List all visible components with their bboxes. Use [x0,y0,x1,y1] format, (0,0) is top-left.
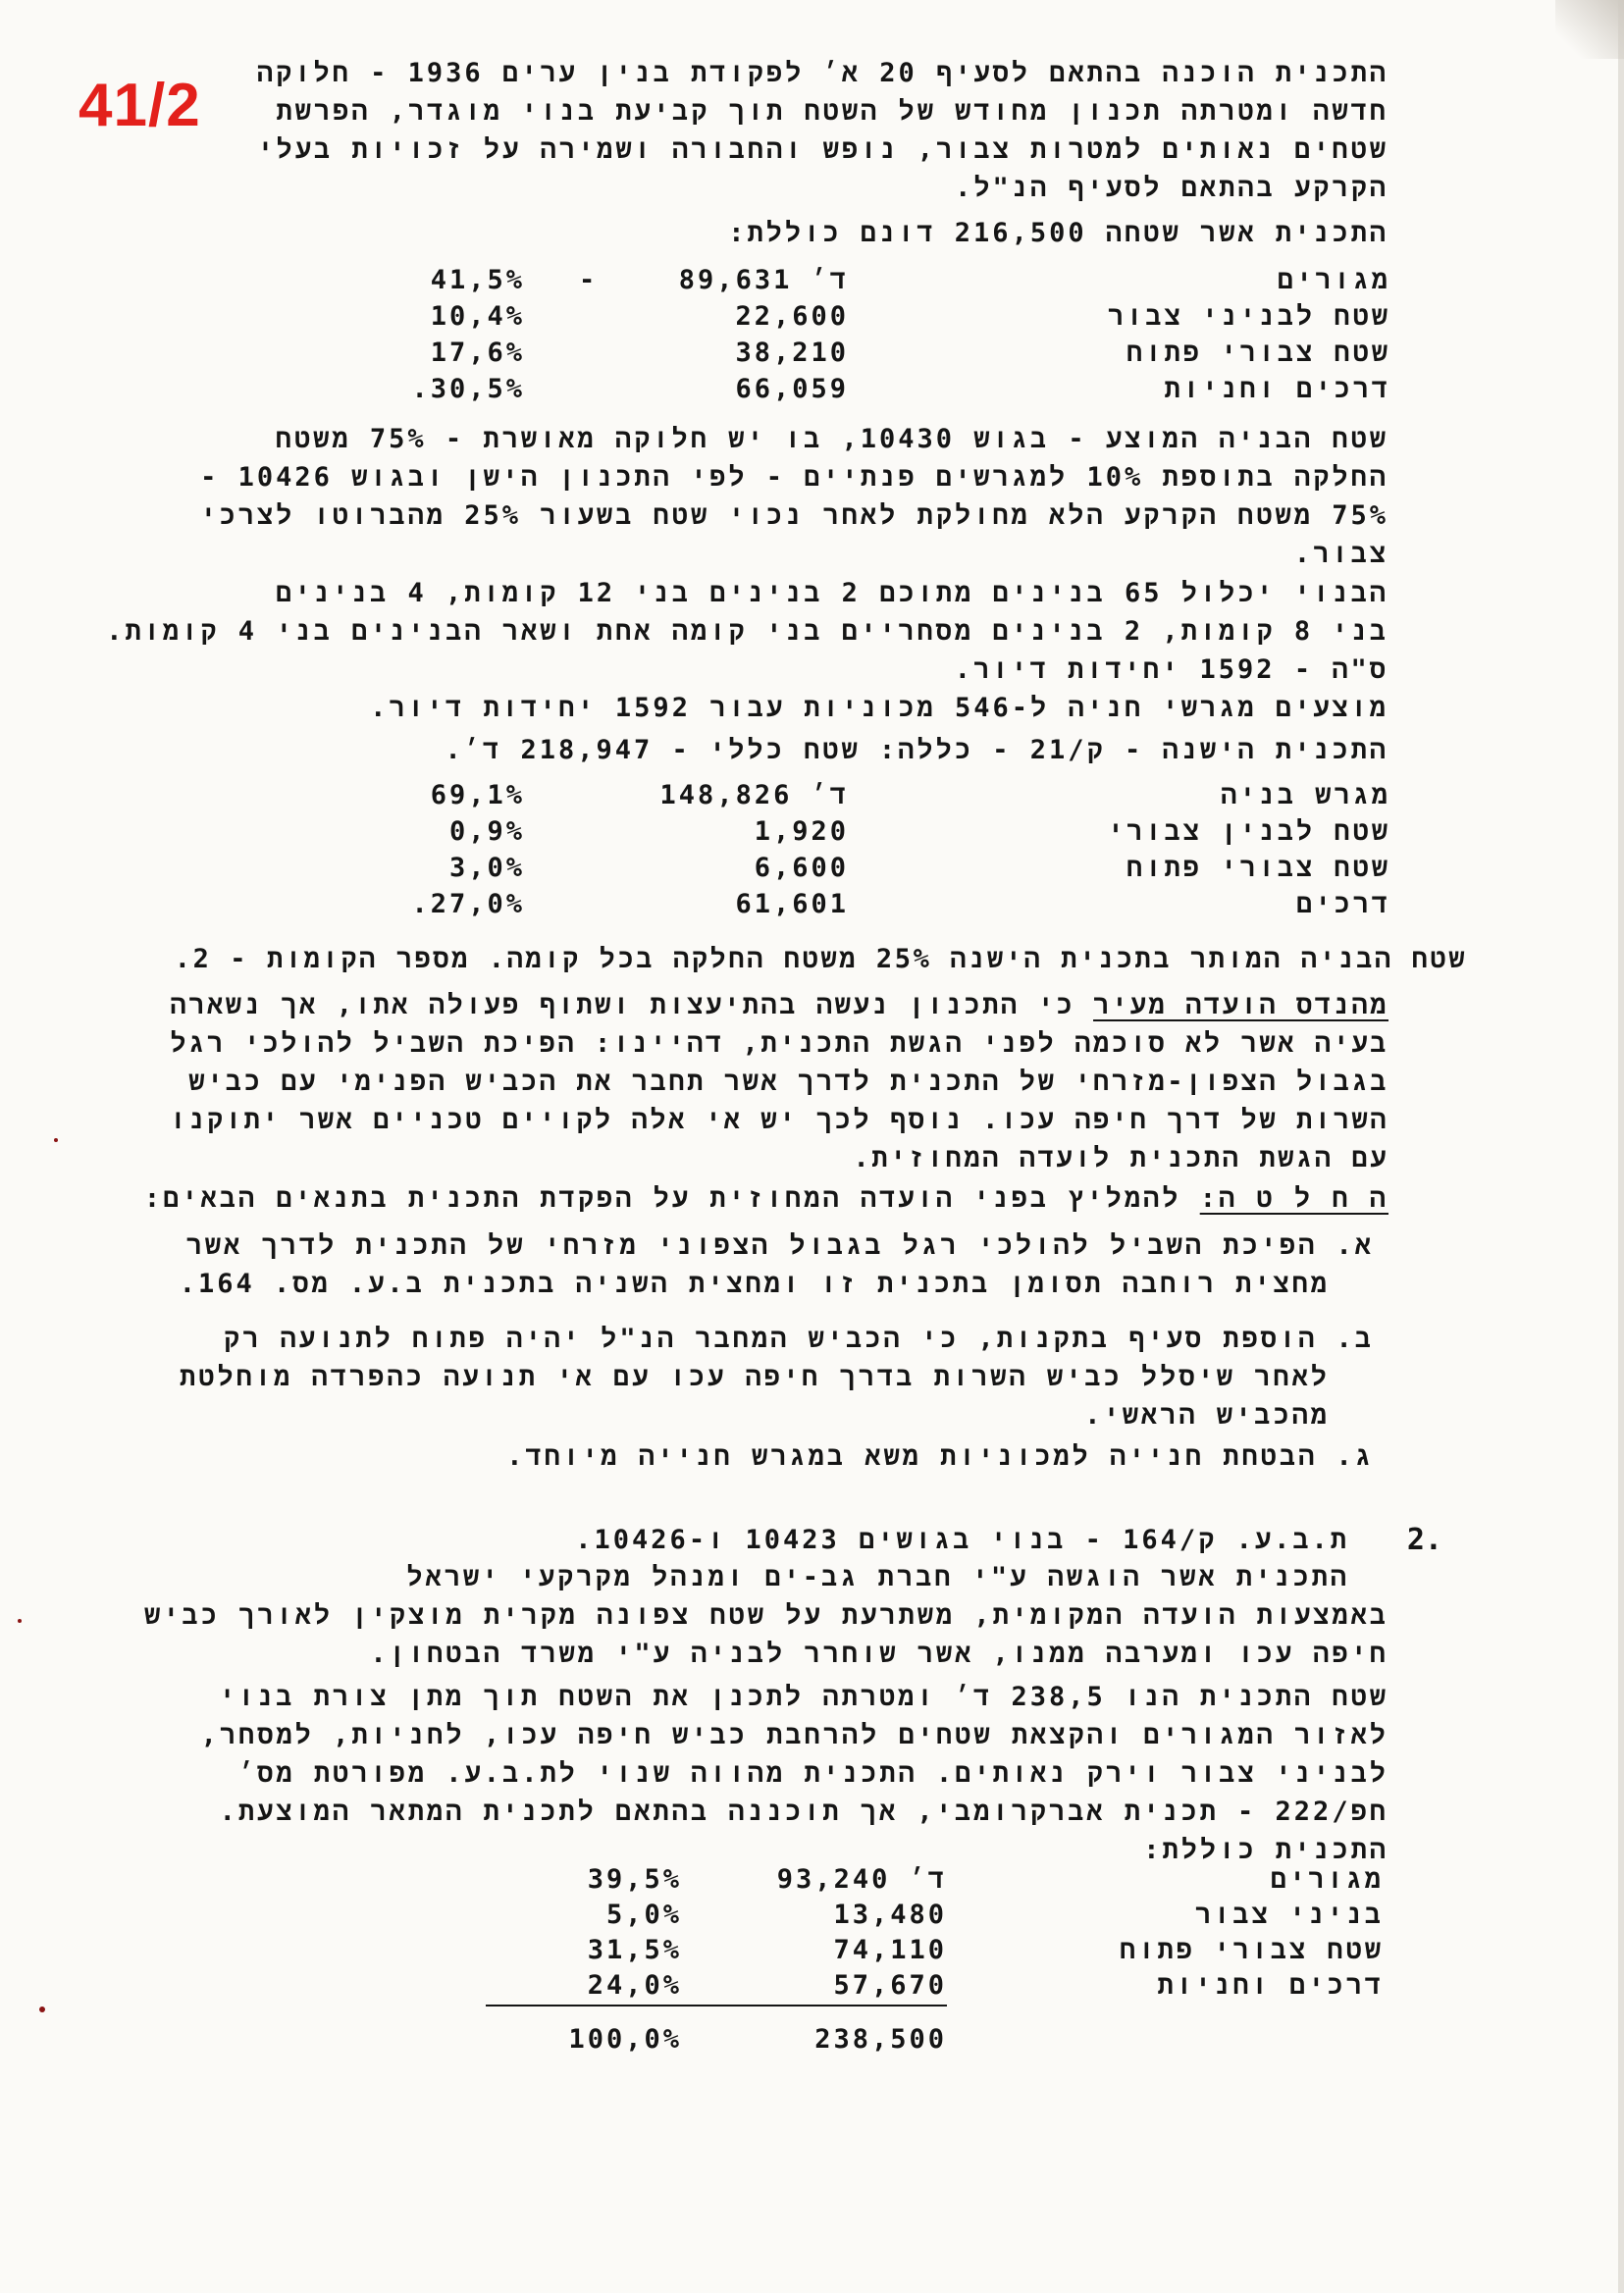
row-label: שטח לבניני צבור [1107,301,1390,332]
row-percent: 5,0% [605,1900,682,1930]
engineer-lead: מהנדס הועדה מעיר [1093,990,1388,1020]
row-label: מגרש בניה [1221,780,1390,810]
old-building-line [175,940,1467,978]
text-line: השרות של דרך חיפה עכו. נוסף לכך יש אי אלה לקויים טכניים אשר יתוקנו [170,1105,1388,1135]
text-line [170,986,1388,1024]
row-value: 57,670 [833,1970,947,2001]
condition-a [180,1226,1374,1303]
text-line: ס"ה - 1592 יחידות דיור. [954,654,1388,685]
row-percent: 10,4% [430,301,525,332]
row-percent: 31,5% [587,1935,682,1965]
text-line: חיפה עכו ומערבה ממנו, אשר שוחרר לבניה ע"י משרד הבטחון. [370,1639,1388,1669]
row-label: שטח לבנין צבורי [1107,816,1390,847]
row-value: 61,601 [735,889,849,919]
text-line: לאחר שיסלל כביש השרות בדרך חיפה עכו עם אי תנועה כהפרדה מוחלטת [180,1362,1330,1392]
text-line: התכנית אשר הוגשה ע"י חברת גב-ים ומנהל מקרקעי ישראל [406,1562,1349,1592]
text-line: מחצית רוחבה תסומן בתכנית זו ומחצית השניה בתכנית ב.ע. מס. 164. [179,1269,1330,1299]
text-line: שטח התכנית הנו 238,5 ד׳ ומטרתה לתכנן את השטח תוך מתן צורת בנוי [219,1682,1388,1712]
total-rule [486,2005,947,2006]
decision-lead: ה ח ל ט ה: [1199,1183,1388,1214]
row-value: 74,110 [833,1935,947,1965]
text-line: בני 8 קומות, 2 בנינים מסחריים בני קומה אחת ושאר הבנינים בני 4 קומות. [106,616,1388,647]
text-line: מהכביש הראשי. [1084,1400,1330,1431]
text-line: שטח הבניה המוצע - בגוש 10430, בו יש חלוקה מאושרת - 75% משטח [275,424,1388,454]
row-percent: 39,5% [587,1864,682,1895]
row-percent: 69,1% [430,780,525,810]
ink-spot [54,1138,58,1142]
plan-area-line [728,214,1388,252]
land-use-table-item2 [0,1864,1624,2060]
item-number: 2. [1406,1523,1442,1557]
text-line: הבנוי יכלול 65 בנינים מתוכם 2 בנינים בני 12 קומות, 4 בנינים [276,578,1388,608]
condition-c [506,1437,1374,1476]
text-line: שטח הבניה המותר בתכנית הישנה 25% משטח החלקה בכל קומה. מספר הקומות - 2. [174,944,1467,974]
row-percent: .30,5% [411,374,525,404]
table-row [0,1900,1624,1935]
row-percent: 24,0% [587,1970,682,2001]
decision-rest: להמליץ בפני הועדה המחוזית על הפקדת התכנית בתנאים הבאים: [143,1183,1200,1214]
item2-submitted-paragraph [144,1558,1388,1673]
text-line: בעיה אשר לא סוכמה לפני הגשת התכנית, דהיינו: הפיכת השביל להולכי רגל [170,1028,1388,1059]
row-value: 22,600 [735,301,849,332]
decision-line [144,1179,1388,1218]
row-value: 13,480 [833,1900,947,1930]
land-use-table-old [0,780,1624,927]
text-line: ת.ב.ע. ק/164 - בנוי בגושים 10423 ו-10426. [575,1525,1349,1555]
text-line: ב. הוספת סעיף בתקנות, כי הכביש המחבר הנ"ל יהיה פתוח לתנועה רק [223,1324,1374,1354]
text-line: חפ/222 - תכנית אברקרומבי, אך תוכננה בהתאם לתכנית המתאר המוצעת. [219,1797,1388,1827]
text-line: מוצעים מגרשי חניה ל-546 מכוניות עבור 1592 יחידות דיור. [370,693,1388,723]
paper-corner-shadow [1555,0,1624,59]
row-value: 66,059 [735,374,849,404]
table-row [0,816,1624,852]
text-line: עם הגשת התכנית לועדה המחוזית. [853,1143,1388,1173]
row-label: בניני צבור [1194,1900,1384,1930]
text-line: התכנית הוכנה בהתאם לסעיף 20 א׳ לפקודת בנין ערים 1936 - חלוקה [256,58,1388,88]
table-row [0,374,1624,409]
table-row [0,338,1624,373]
row-value: 1,920 [754,816,849,847]
text-line: התכנית כוללת: [1143,1835,1388,1865]
table-row [0,1864,1624,1900]
row-label: שטח צבורי פתוח [1126,338,1390,368]
engineer-paragraph [170,986,1388,1177]
text-line: הקרקע בהתאם לסעיף הנ"ל. [955,173,1388,203]
total-value: 238,500 [814,2024,947,2055]
total-percent: 100,0% [568,2024,682,2055]
text-line: לאזור המגורים והקצאת שטחים להרחבת כביש חיפה עכו, לחניות, למסחר, [200,1720,1388,1750]
row-percent: 0,9% [448,816,525,847]
row-label: שטח צבורי פתוח [1126,853,1390,883]
old-plan-line [445,731,1388,769]
text-line: חדשה ומטרתה תכנון מחודש של השטח תוך קביעת בנוי מוגדר, הפרשת [276,96,1388,127]
condition-b [180,1320,1374,1434]
ink-spot [18,1619,22,1623]
table-row [0,889,1624,924]
row-value: 89,631 ד׳ [678,265,849,295]
text-line: צבור. [1293,539,1388,569]
buildings-paragraph [106,574,1388,727]
text-line: שטחים נאותים למטרות צבור, נופש והחבורה ושמירה על זכויות בעלי [257,134,1388,165]
row-percent: .27,0% [411,889,525,919]
row-label: מגורים [1277,265,1390,295]
text-line: בגבול הצפון-מזרחי של התכנית לדרך אשר תחבר את הכביש הפנימי עם כביש [188,1067,1388,1097]
row-value: 6,600 [754,853,849,883]
row-value: 148,826 ד׳ [659,780,849,810]
table-row [0,1935,1624,1970]
row-value: 38,210 [735,338,849,368]
row-label: שטח צבורי פתוח [1120,1935,1384,1965]
table-row [0,301,1624,337]
text-line: 75% משטח הקרקע הלא מחולקת לאחר נכוי שטח בשעור 25% מהברוטו לצרכי [200,500,1388,531]
text-line: באמצעות הועדה המקומית, משתרעת על שטח צפונה מקרית מוצקין לאורך כביש [144,1600,1388,1631]
land-use-table-new [0,265,1624,412]
item2-title [575,1521,1349,1559]
text-line: לבניני צבור וירק נאותים. התכנית מהווה שנוי לת.ב.ע. מפורטת מס׳ [237,1758,1388,1789]
text-line: התכנית הישנה - ק/21 - כללה: שטח כללי - 218,947 ד׳. [445,735,1388,765]
table-row [0,265,1624,300]
intro-paragraph [257,54,1388,207]
row-label: מגורים [1270,1864,1384,1895]
row-percent: 3,0% [448,853,525,883]
table-row [0,1970,1624,2006]
row-label: דרכים וחניות [1164,374,1390,404]
building-area-paragraph [200,420,1388,573]
text-line [144,1179,1388,1218]
engineer-lead-rest: כי התכנון נעשה בהתיעצות ושתוף פעולה אתו, אך נשארה [170,990,1094,1020]
row-label: דרכים [1295,889,1390,919]
table-row [0,780,1624,815]
table-total-row [0,2024,1624,2059]
text-line: התכנית אשר שטחה 216,500 דונם כוללת: [728,218,1388,248]
row-value: 93,240 ד׳ [776,1864,947,1895]
row-percent: 41,5% [430,265,525,295]
item2-area-paragraph [201,1678,1388,1869]
page-stamp-label: 41/2 [79,72,201,139]
table-row [0,853,1624,888]
row-percent: 17,6% [430,338,525,368]
text-line: א. הפיכת השביל להולכי רגל בגבול הצפוני מזרחי של התכנית לדרך אשר [185,1230,1374,1261]
row-dash: - [579,265,599,295]
row-label: דרכים וחניות [1157,1970,1384,2001]
text-line: ג. הבטחת חנייה למכוניות משא במגרש חנייה מיוחד. [506,1441,1374,1472]
text-line: החלקה בתוספת 10% למגרשים פנתיים - לפי התכנון הישן ובגוש 10426 - [200,462,1388,493]
